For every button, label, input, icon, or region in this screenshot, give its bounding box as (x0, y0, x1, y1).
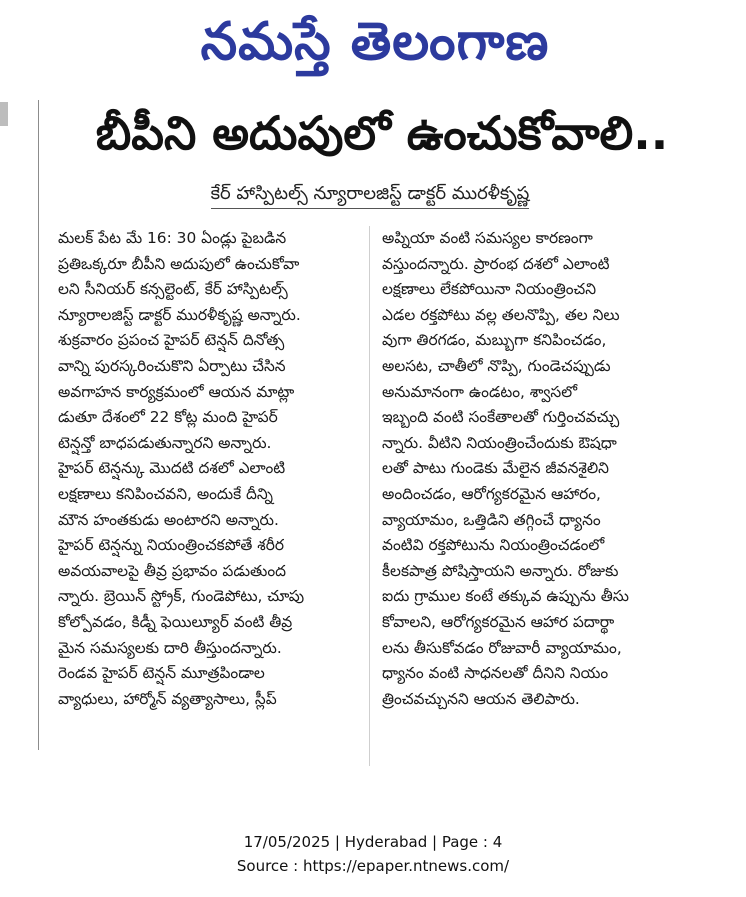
article-text-line: న్నారు. బ్రెయిన్ స్ట్రోక్, గుండెపోటు, చూపు (58, 587, 305, 606)
article-text-line: వంటివి రక్తపోటును నియంత్రించడంలో (382, 536, 605, 555)
masthead-title: నమస్తే తెలంగాణ (200, 12, 550, 72)
article-text-line: అలసట, చాతీలో నొప్పి, గుండెచప్పుడు (382, 356, 611, 375)
article-text-line: రెండవ హైపర్ టెన్షన్ మూత్రపిండాల (58, 664, 265, 683)
newspaper-masthead (150, 6, 600, 78)
article-text-line: వాన్ని పురస్కరించుకొని ఏర్పాటు చేసిన (58, 356, 286, 375)
article-text-line: త్రించవచ్చునని ఆయన తెలిపారు. (382, 689, 580, 708)
column-rule (369, 226, 370, 766)
footer-dateline: 17/05/2025 | Hyderabad | Page : 4 (243, 833, 503, 851)
article-text-line: మైన సమస్యలకు దారి తీస్తుందన్నారు. (58, 638, 282, 657)
article-text-line: శుక్రవారం ప్రపంచ హైపర్ టెన్షన్ దినోత్స (58, 331, 285, 350)
page-footer (0, 830, 746, 878)
article-text-line: వస్తుందన్నారు. ప్రారంభ దశలో ఎలాంటి (382, 254, 610, 273)
article-text-line: అవయవాలపై తీవ్ర ప్రభావం పడుతుంద (58, 561, 287, 580)
article-text-line: మలక్ పేట మే 16: 30 ఏండ్లు పైబడిన (58, 229, 287, 247)
article-text-line: న్నారు. వీటిని నియంత్రించేందుకు ఔషధా (382, 433, 617, 452)
article-text-line: వ్యాధులు, హార్మోన్ వ్యత్యాసాలు, స్లీప్ (58, 689, 277, 708)
article-headline (62, 108, 702, 170)
article-text-line: టెన్షన్తో బాధపడుతున్నారని అన్నారు. (58, 433, 272, 452)
article-text-line: కోవాలని, ఆరోగ్యకరమైన ఆహార పదార్థా (382, 612, 615, 631)
article-column-left (58, 226, 358, 712)
article-text-line: ఐదు గ్రాముల కంటే తక్కువ ఉప్పును తీసు (382, 587, 629, 606)
article-text-line: లను తీసుకోవడం రోజువారీ వ్యాయామం, (382, 638, 622, 657)
headline-text: బీపీని అదుపులో ఉంచుకోవాలి.. (95, 106, 669, 160)
article-text-line: కీలకపాత్ర పోషిస్తాయని అన్నారు. రోజుకు (382, 561, 619, 580)
article-text-line: ఎడల రక్తపోటు వల్ల తలనొప్పి, తల నిలు (382, 305, 620, 324)
article-text-line: డుతూ దేశంలో 22 కోట్ల మంది హైపర్ (58, 408, 278, 427)
article-text-line: న్యూరాలజిస్ట్ డాక్టర్ మురళీకృష్ణ అన్నారు. (58, 305, 301, 324)
article-text-line: ఇబ్బంది వంటి సంకేతాలతో గుర్తించవచ్చు (382, 408, 620, 427)
article-text-line: హైపర్ టెన్షన్ను నియంత్రించకపోతే శరీర (58, 536, 284, 555)
article-text-line: అనుమానంగా ఉండటం, శ్వాసలో (382, 382, 578, 401)
article-column-right (382, 226, 708, 712)
article-text-line: లక్షణాలు లేకపోయినా నియంత్రించని (382, 280, 597, 299)
footer-source: Source : https://epaper.ntnews.com/ (236, 857, 510, 875)
byline-text: కేర్ హాస్పిటల్స్ న్యూరాలజిస్ట్ డాక్టర్ మురళీకృష్ణ (211, 183, 530, 209)
article-text-line: హైపర్ టెన్షన్కు మొదటి దశలో ఎలాంటి (58, 459, 286, 478)
article-text-line: అవగాహన కార్యక్రమంలో ఆయన మాట్లా (58, 382, 295, 401)
article-text-line: మౌన హంతకుడు అంటారని అన్నారు. (58, 510, 279, 529)
article-text-line: ప్రతిఒక్కరూ బీపీని అదుపులో ఉంచుకోవా (58, 254, 300, 273)
article-text-line: లని సీనియర్ కన్సల్టెంట్, కేర్ హాస్పిటల్స్ (58, 280, 288, 299)
article-text-line: అందించడం, ఆరోగ్యకరమైన ఆహారం, (382, 484, 601, 503)
article-text-line: లక్షణాలు కనిపించవని, అందుకే దీన్ని (58, 484, 273, 503)
article-text-line: లతో పాటు గుండెకు మేలైన జీవనశైలిని (382, 459, 609, 478)
adjacent-column-fragment (0, 100, 12, 700)
article-byline (170, 182, 570, 210)
article-text-line: కోల్పోవడం, కిడ్నీ ఫెయిల్యూర్ వంటి తీవ్ర (58, 612, 293, 631)
article-text-line: ధ్యానం వంటి సాధనలతో దీనిని నియం (382, 664, 609, 683)
column-divider (38, 100, 39, 750)
article-text-line: వుగా తిరగడం, మబ్బుగా కనిపించడం, (382, 331, 607, 350)
article-text-line: వ్యాయామం, ఒత్తిడిని తగ్గించే ధ్యానం (382, 510, 601, 529)
adjacent-column-bar (0, 102, 8, 126)
article-text-line: అప్నియా వంటి సమస్యల కారణంగా (382, 229, 593, 247)
